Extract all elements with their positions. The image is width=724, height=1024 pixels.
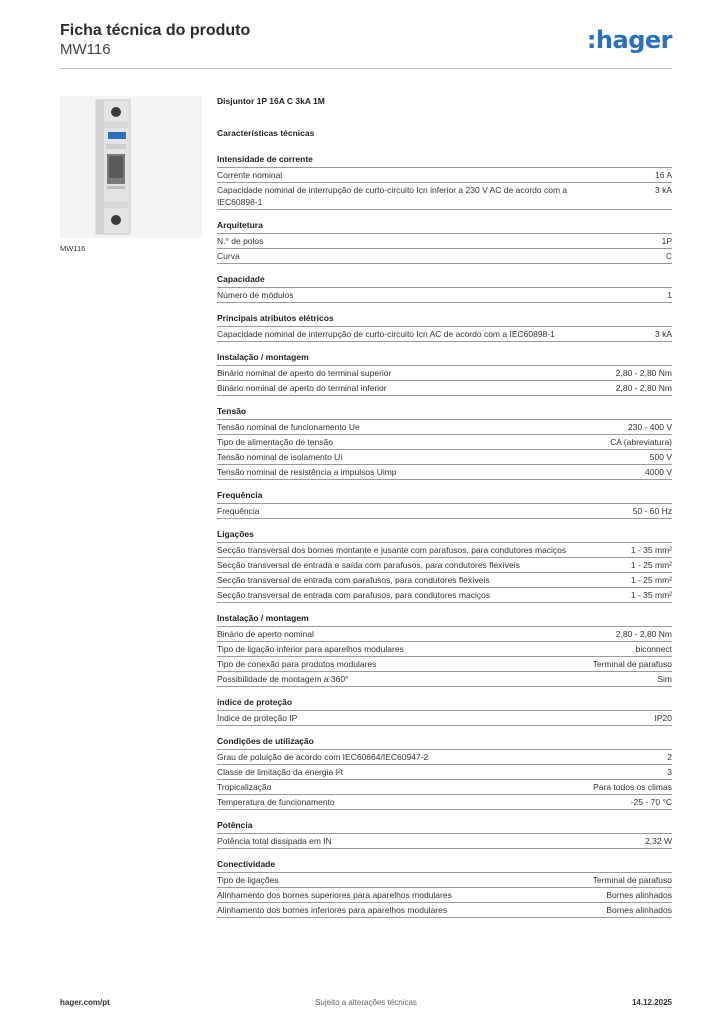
spec-row <box>217 711 672 726</box>
spec-value: Terminal de parafuso <box>592 659 672 669</box>
spec-value: Bornes alinhados <box>606 890 672 900</box>
spec-label: Alinhamento dos bornes superiores para aparelhos modulares <box>217 890 452 900</box>
spec-label: Tipo de alimentação de tensão <box>217 437 333 447</box>
spec-label: Possibilidade de montagem a 360° <box>217 674 349 684</box>
spec-section <box>217 154 672 210</box>
spec-label: Tipo de ligações <box>217 875 279 885</box>
spec-row <box>217 543 672 558</box>
product-image <box>60 96 202 238</box>
spec-row <box>217 450 672 465</box>
product-name: Disjuntor 1P 16A C 3kA 1M <box>217 96 325 106</box>
spec-label: Curva <box>217 251 240 261</box>
section-title: Instalação / montagem <box>217 613 672 627</box>
spec-label: Índice de proteção IP <box>217 713 298 723</box>
spec-value: 3 kA <box>654 329 672 339</box>
spec-section <box>217 490 672 519</box>
spec-label: Secção transversal de entrada com parafusos, para condutores flexíveis <box>217 575 490 585</box>
specifications <box>217 96 672 928</box>
spec-value: 2,80 - 2,80 Nm <box>615 629 672 639</box>
circuit-breaker-illustration <box>60 96 202 238</box>
section-title: Conectividade <box>217 859 672 873</box>
spec-section <box>217 820 672 849</box>
spec-row <box>217 573 672 588</box>
spec-label: Grau de poluição de acordo com IEC60664/IEC60947-2 <box>217 752 429 762</box>
spec-label: Binário nominal de aperto do terminal inferior <box>217 383 387 393</box>
spec-value: 2 <box>667 752 672 762</box>
spec-section <box>217 313 672 342</box>
spec-row <box>217 249 672 264</box>
section-title: Ligações <box>217 529 672 543</box>
spec-value: Terminal de parafuso <box>592 875 672 885</box>
spec-value: 230 - 400 V <box>628 422 672 432</box>
spec-label: Frequência <box>217 506 260 516</box>
spec-row <box>217 435 672 450</box>
spec-label: Tipo de conexão para produtos modulares <box>217 659 377 669</box>
spec-section <box>217 274 672 303</box>
spec-value: 1 - 25 mm² <box>630 575 672 585</box>
spec-label: Alinhamento dos bornes inferiores para aparelhos modulares <box>217 905 448 915</box>
spec-label: N.° de polos <box>217 236 264 246</box>
spec-row <box>217 168 672 183</box>
spec-label: Potência total dissipada em IN <box>217 836 332 846</box>
spec-row <box>217 903 672 918</box>
spec-label: Secção transversal dos bornes montante e jusante com parafusos, para condutores maciços <box>217 545 567 555</box>
spec-value: 3 <box>667 767 672 777</box>
spec-row <box>217 657 672 672</box>
spec-section <box>217 613 672 687</box>
page-footer <box>60 998 672 1012</box>
product-reference: MW116 <box>60 41 111 58</box>
spec-value: biconnect <box>635 644 672 654</box>
section-title: Condições de utilização <box>217 736 672 750</box>
spec-row <box>217 780 672 795</box>
footer-date: 14.12.2025 <box>631 998 672 1007</box>
spec-value: 500 V <box>649 452 672 462</box>
spec-section <box>217 529 672 603</box>
footer-notice: Sujeito a alterações técnicas <box>315 998 417 1007</box>
section-title: Capacidade <box>217 274 672 288</box>
footer-website[interactable]: hager.com/pt <box>60 998 110 1007</box>
spec-value: 1 - 25 mm² <box>630 560 672 570</box>
spec-section <box>217 406 672 480</box>
spec-value: 1P <box>661 236 672 246</box>
spec-row <box>217 873 672 888</box>
spec-value: 16 A <box>654 170 672 180</box>
spec-label: Capacidade nominal de interrupção de curto-circuito Icn AC de acordo com a IEC60898-1 <box>217 329 555 339</box>
spec-label: Tensão nominal de funcionamento Ue <box>217 422 360 432</box>
spec-row <box>217 381 672 396</box>
spec-row <box>217 234 672 249</box>
spec-row <box>217 420 672 435</box>
spec-value: -25 - 70 °C <box>630 797 672 807</box>
document-title: Ficha técnica do produto <box>60 22 251 39</box>
section-title: Potência <box>217 820 672 834</box>
spec-label: Binário nominal de aperto do terminal superior <box>217 368 392 378</box>
spec-label: Classe de limitação da energia I²t <box>217 767 344 777</box>
spec-value: Sim <box>657 674 672 684</box>
spec-value: 50 - 60 Hz <box>632 506 672 516</box>
image-caption: MW116 <box>60 244 86 253</box>
spec-row <box>217 672 672 687</box>
section-title: Intensidade de corrente <box>217 154 672 168</box>
spec-row <box>217 465 672 480</box>
spec-row <box>217 588 672 603</box>
spec-value: 1 <box>667 290 672 300</box>
spec-row <box>217 327 672 342</box>
spec-value: 3 kA <box>654 185 672 195</box>
section-title: Arquitetura <box>217 220 672 234</box>
spec-value: 4000 V <box>645 467 672 477</box>
spec-row <box>217 288 672 303</box>
spec-sections <box>217 154 672 918</box>
spec-value: 1 - 35 mm² <box>630 545 672 555</box>
spec-label: Número de módulos <box>217 290 294 300</box>
spec-row <box>217 558 672 573</box>
spec-label: Temperatura de funcionamento <box>217 797 335 807</box>
spec-row <box>217 627 672 642</box>
spec-value: IP20 <box>654 713 672 723</box>
spec-value: 2,80 - 2,80 Nm <box>615 383 672 393</box>
spec-row <box>217 765 672 780</box>
spec-row <box>217 183 672 210</box>
spec-label: Secção transversal de entrada e saída com parafusos, para condutores flexíveis <box>217 560 520 570</box>
spec-section <box>217 220 672 264</box>
spec-label: Tropicalização <box>217 782 272 792</box>
spec-value: Bornes alinhados <box>606 905 672 915</box>
spec-section <box>217 736 672 810</box>
spec-value: 2,32 W <box>645 836 672 846</box>
spec-row <box>217 834 672 849</box>
spec-section <box>217 697 672 726</box>
spec-row <box>217 888 672 903</box>
spec-value: C <box>665 251 672 261</box>
spec-label: Binário de aperto nominal <box>217 629 314 639</box>
spec-label: Tipo de ligação inferior para aparelhos modulares <box>217 644 404 654</box>
spec-value: 2,80 - 2,80 Nm <box>615 368 672 378</box>
hager-logo: :hager <box>586 26 672 54</box>
spec-section <box>217 352 672 396</box>
spec-row <box>217 504 672 519</box>
spec-row <box>217 642 672 657</box>
spec-label: Tensão nominal de isolamento Ui <box>217 452 343 462</box>
spec-label: Tensão nominal de resistência a impulsos Uimp <box>217 467 397 477</box>
spec-row <box>217 366 672 381</box>
spec-value: 1 - 35 mm² <box>630 590 672 600</box>
section-title: Tensão <box>217 406 672 420</box>
section-title: Instalação / montagem <box>217 352 672 366</box>
spec-label: Capacidade nominal de interrupção de curto-circuito Icn inferior a 230 V AC de acordo com a IEC60898-1 <box>217 185 568 207</box>
specs-heading: Características técnicas <box>217 128 315 138</box>
spec-value: Para todos os climas <box>593 782 672 792</box>
section-title: índice de proteção <box>217 697 672 711</box>
spec-row <box>217 750 672 765</box>
spec-label: Secção transversal de entrada com parafusos, para condutores maciços <box>217 590 491 600</box>
page-header <box>60 20 672 72</box>
header-divider <box>60 68 672 69</box>
section-title: Principais atributos elétricos <box>217 313 672 327</box>
spec-row <box>217 795 672 810</box>
spec-value: CA (abreviatura) <box>610 437 672 447</box>
spec-section <box>217 859 672 918</box>
spec-label: Corrente nominal <box>217 170 283 180</box>
section-title: Frequência <box>217 490 672 504</box>
